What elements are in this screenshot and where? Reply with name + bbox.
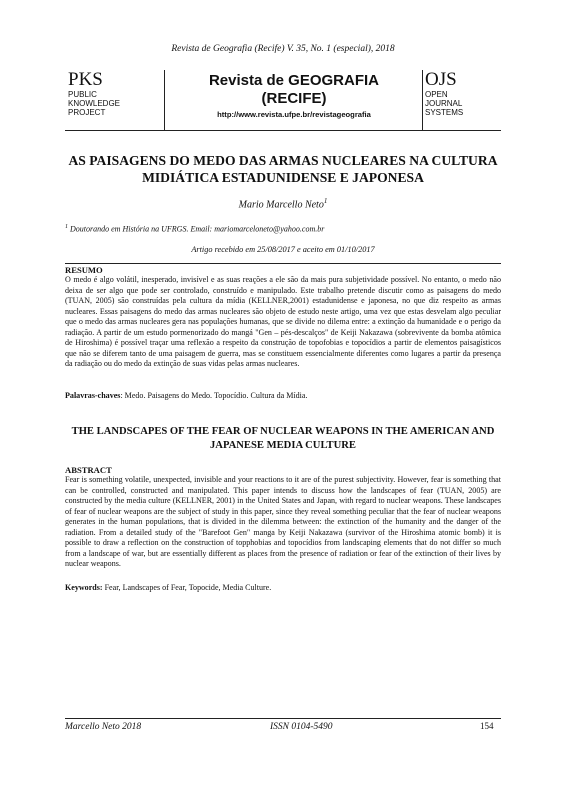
ojs-line-1: OPEN [425,90,448,99]
pkp-line-1: PUBLIC [68,90,97,99]
keywords-text: Fear, Landscapes of Fear, Topocide, Media Culture. [102,583,272,592]
footer-author-year: Marcello Neto 2018 [65,722,142,732]
journal-title-line-2: (RECIFE) [261,90,327,107]
author-name: Mario Marcello Neto [238,199,324,211]
page-number: 154 [480,721,494,731]
ojs-line-3: SYSTEMS [425,108,464,117]
footer-issn: ISSN 0104-5490 [270,722,333,732]
ojs-logo-block [425,70,525,117]
palavras-chave-label: Palavras-chaves [65,391,121,400]
keywords-line [65,583,501,594]
article-title-pt: AS PAISAGENS DO MEDO DAS ARMAS NUCLEARES NA CULTURA MIDIÁTICA ESTADUNIDENSE E JAPONESA [68,153,498,185]
journal-title-line-1: Revista de GEOGRAFIA [208,72,380,89]
pkp-line-2: KNOWLEDGE [68,99,121,108]
footer-rule [65,718,501,719]
affiliation-text: Doutorando em História na UFRGS. Email: mariomarceloneto@yahoo.com.br [68,224,325,234]
keywords-label: Keywords: [65,583,103,592]
resumo-text: O medo é algo volátil, inesperado, invisível e as suas reações a ele são da mais pura subjetividade possível. No entanto, o medo não deixa de ser algo que pode ser controlado, construído e manipulado. Este trabalho pretende discutir como as paisagens do medo (TUAN, 2005) são construídas pela cultura da mídia (KELLNER,2001) estadunidense e japonesa, no que diz respeito as armas nucleares. Essas paisagens do medo das armas nucleares são objeto de estudo neste artigo, uma vez que estas desvelam algo peculiar que o medo das armas nucleares gera nas populações humanas, que se divide no dilema entre: a extinção da humanidade e o perigo da radiação. A partir de um estudo pormenorizado do mangá "Gen – pés-descalços" de Keiji Nakazawa (sobrevivente da bomba atômica de Hiroshima) é possível traçar uma reflexão a respeito da construção de topofobias e topocídios a partir de elementos paisagísticos que não se diferem tanto de uma paisagem de guerra, mas se constituem essencialmente diferentes como lugares a partir da presença da radiação ou do medo da extinção de suas vidas pelas armas nucleares. [65,275,501,368]
pkp-logo: PKS [68,69,103,90]
header-divider-right [422,70,423,130]
journal-title-block [166,72,422,119]
pkp-line-3: PROJECT [68,108,106,117]
running-header: Revista de Geografia (Recife) V. 35, No. 1 (especial), 2018 [171,44,395,54]
abstract-heading: ABSTRACT [65,465,112,475]
ojs-line-2: JOURNAL [425,99,463,108]
abstract-text: Fear is something volatile, unexpected, invisible and your reactions to it are of the purest subjectivity. However, fear is something that can be controlled, constructed and manipulated. This paper intends to discuss how the landscapes of fear (TUAN, 2005) are constructed by the media culture (KELLNER, 2001) in the United States and Japan, with regard to nuclear weapons. These landscapes of fear of nuclear weapons are the subject of study in this paper, since they reveal something peculiar that the fear of nuclear weapons generates in the human populations, that is divided in the dilemma between: the extinction of the humanity and the danger of the radiation. From a detailed study of the "Barefoot Gen" manga by Keiji Nakazawa (survivor of the Hiroshima atomic bomb) it is possible to draw a reflection on the construction of topphobias and topocídios from landscaping elements that do not differ so much from a landscape of war, but are essentially different as places from the presence of radiation or fear of the extinction of their lives by nuclear weapons. [65,475,501,568]
header-bottom-rule [65,130,501,131]
article-title-en: THE LANDSCAPES OF THE FEAR OF NUCLEAR WEAPONS IN THE AMERICAN AND JAPANESE MEDIA CULTURE [71,426,495,451]
pkp-logo-block [68,70,164,117]
palavras-chave-line [65,391,501,402]
header-divider-left [164,70,165,130]
journal-url-link[interactable]: http://www.revista.ufpe.br/revistageografia [217,110,371,119]
palavras-chave-text: : Medo. Paisagens do Medo. Topocídio. Cultura da Mídia. [120,391,308,400]
author-line [0,197,566,210]
author-footnote-mark: 1 [323,197,328,205]
received-date: Artigo recebido em 25/08/2017 e aceito em 01/10/2017 [191,245,375,254]
resumo-top-rule [65,263,501,264]
affiliation-footnote-mark: 1 [65,224,68,230]
ojs-logo: OJS [425,69,457,90]
author-affiliation [65,224,324,234]
resumo-heading: RESUMO [65,265,103,275]
